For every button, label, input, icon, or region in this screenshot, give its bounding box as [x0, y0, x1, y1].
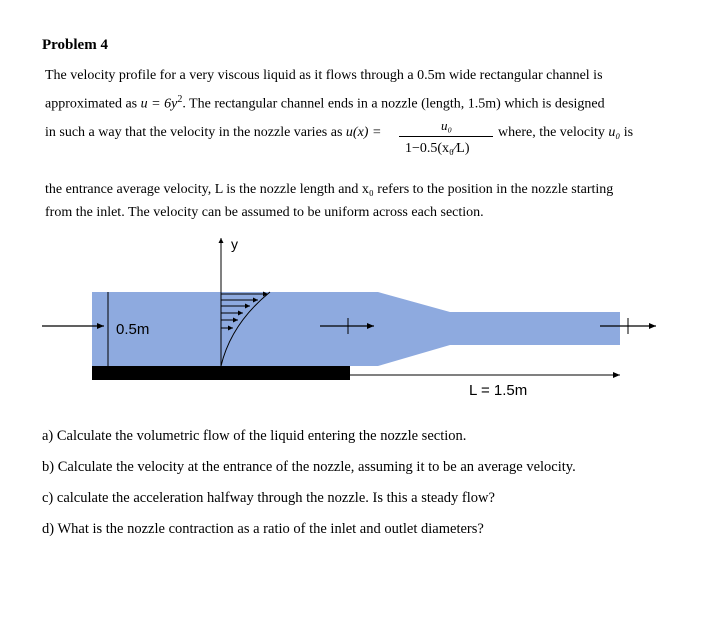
exponent: 2: [177, 94, 183, 105]
line2-suffix: . The rectangular channel ends in a nozzle (length, 1.5m) which is designed: [182, 96, 605, 112]
question-c: c) calculate the acceleration halfway through the nozzle. Is this a steady flow?: [42, 490, 495, 506]
line3-where: where, the velocity: [498, 125, 609, 140]
problem-text-line-1: The velocity profile for a very viscous liquid as it flows through a 0.5m wide rectangular channel is: [45, 68, 603, 83]
problem-text-line-5: from the inlet. The velocity can be assumed to be uniform across each section.: [45, 205, 484, 220]
line3-end: is: [620, 125, 634, 140]
velocity-profile-equation: u = 6y: [140, 96, 178, 112]
question-b: b) Calculate the velocity at the entrance of the nozzle, assuming it to be an average velocity.: [42, 459, 576, 475]
line3-prefix: in such a way that the velocity in the nozzle varies as: [45, 125, 346, 140]
entrance-velocity-symbol: u₀: [608, 125, 621, 140]
fraction-numerator: u₀: [441, 118, 453, 133]
problem-text-line-4: the entrance average velocity, L is the nozzle length and x₀ refers to the position in the nozzle starting: [45, 182, 614, 197]
fraction-denominator: 1−0.5(x₀⁄L): [405, 141, 470, 156]
problem-title: Problem 4: [42, 37, 108, 53]
nozzle-velocity-equation: u(x) =: [345, 125, 382, 140]
height-label: 0.5m: [116, 321, 150, 338]
fluid-region: [92, 292, 620, 366]
line2-prefix: approximated as: [45, 96, 141, 112]
nozzle-length-label: L = 1.5m: [469, 382, 528, 399]
question-d: d) What is the nozzle contraction as a ratio of the inlet and outlet diameters?: [42, 521, 484, 537]
y-axis-label: y: [231, 236, 238, 252]
question-a: a) Calculate the volumetric flow of the liquid entering the nozzle section.: [42, 428, 467, 444]
